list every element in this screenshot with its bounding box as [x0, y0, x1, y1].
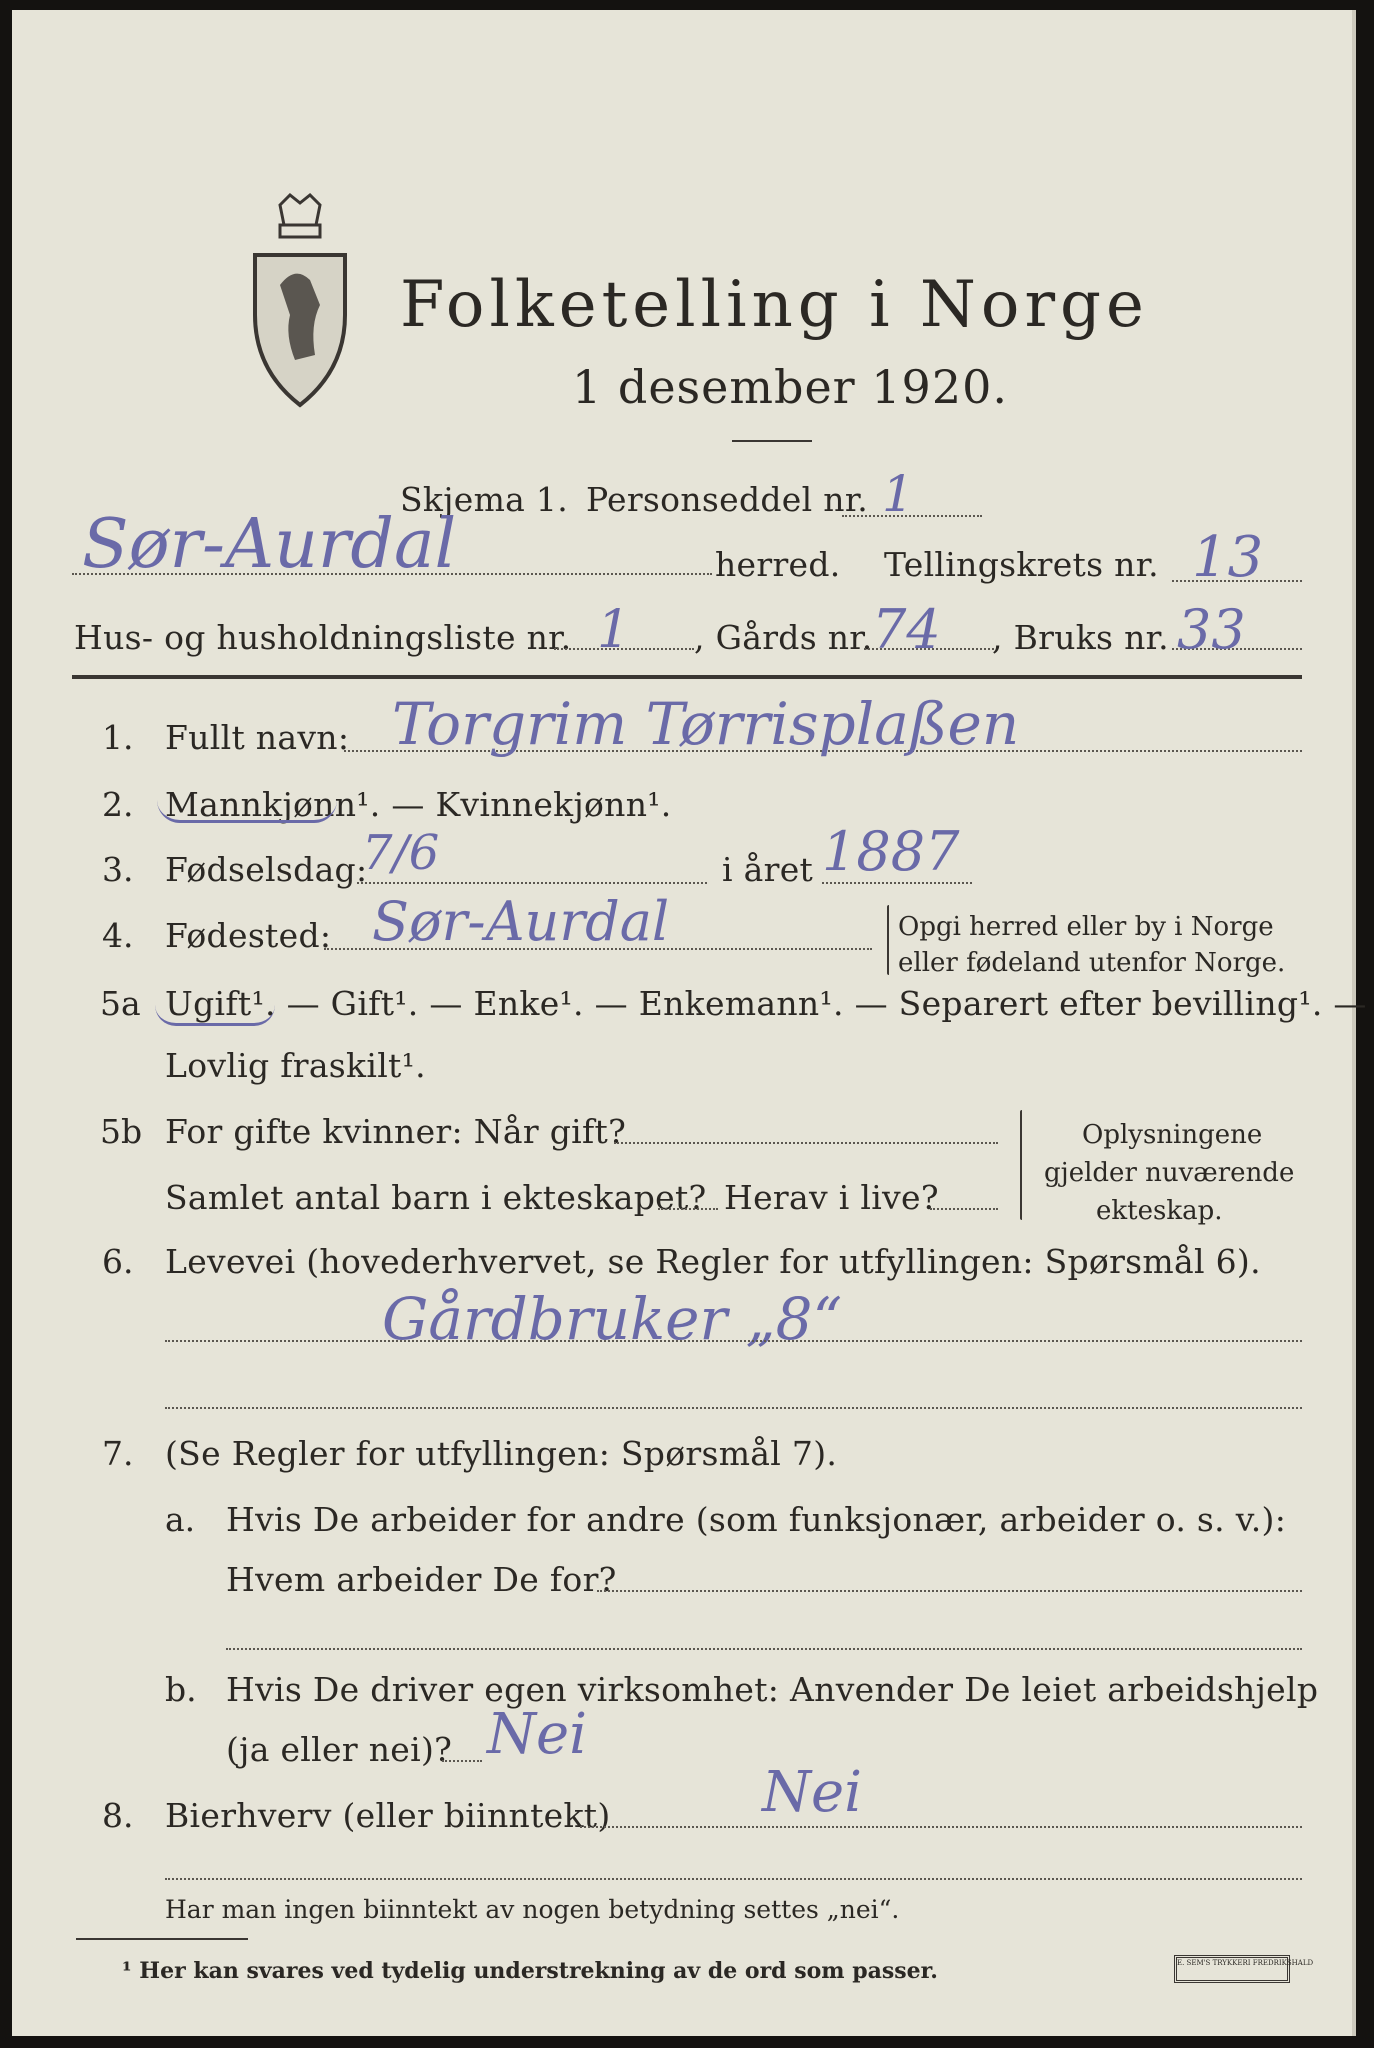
q8-number: 8.: [102, 1796, 134, 1835]
herred-line: [72, 573, 712, 575]
herred-label: herred.: [715, 545, 841, 584]
personseddel-value: 1: [882, 465, 914, 523]
q7a-line-1: Hvis De arbeider for andre (som funksjonær, arbeider o. s. v.):: [226, 1500, 1287, 1539]
coat-of-arms-icon: [240, 195, 360, 410]
q4-brace: [887, 905, 889, 975]
q3-year-value: 1887: [822, 820, 960, 883]
q5b-note-3: ekteskap.: [1096, 1196, 1223, 1226]
header-divider: [72, 675, 1302, 679]
title-divider: [732, 440, 812, 442]
bruks-label: , Bruks nr.: [992, 618, 1169, 657]
q5b-note-1: Oplysningene: [1082, 1120, 1263, 1150]
q2-underline-mark: [157, 800, 337, 823]
q5a-line-2: Lovlig fraskilt¹.: [165, 1046, 426, 1085]
q6-value: Gårdbruker „8“: [382, 1285, 843, 1353]
census-form-paper: [12, 10, 1367, 2036]
q3-day-line: [357, 882, 707, 884]
q5b-children-label: Samlet antal barn i ekteskapet?: [165, 1178, 707, 1217]
q7-label: (Se Regler for utfyllingen: Spørsmål 7).: [165, 1434, 838, 1473]
q5b-note-2: gjelder nuværende: [1044, 1158, 1295, 1188]
q2-number: 2.: [102, 785, 134, 824]
skjema-label: Skjema 1.: [400, 480, 569, 519]
printer-stamp: E. SEM'S TRYKKERI FREDRIKSHALD: [1174, 1955, 1290, 1983]
footnote-text: ¹ Her kan svares ved tydelig understrekning av de ord som passer.: [122, 1958, 938, 1984]
hus-label: Hus- og husholdningsliste nr.: [74, 618, 572, 657]
q2-label: Mannkjønn¹. — Kvinnekjønn¹.: [165, 785, 672, 824]
q7a-line-extra: [226, 1648, 1302, 1650]
form-title: Folketelling i Norge: [400, 268, 1149, 342]
q1-value: Torgrim Tørrisplaßen: [392, 690, 1020, 758]
q8-value: Nei: [762, 1760, 863, 1825]
q3-number: 3.: [102, 850, 134, 889]
q8-label: Bierhverv (eller biinntekt): [165, 1796, 611, 1835]
personseddel-label: Personseddel nr.: [586, 480, 869, 519]
q8-line-extra: [165, 1878, 1302, 1880]
q1-number: 1.: [102, 718, 134, 757]
q5b-line-1: For gifte kvinner: Når gift?: [165, 1112, 627, 1151]
q6-line-1: [165, 1340, 1302, 1342]
q3-year-label: i året: [722, 850, 814, 889]
q3-day-value: 7/6: [362, 825, 440, 881]
q4-label: Fødested:: [165, 916, 332, 955]
q5b-number: 5b: [100, 1112, 143, 1151]
q5a-number: 5a: [100, 984, 141, 1023]
q8-line: [580, 1826, 1302, 1828]
q3-label: Fødselsdag:: [165, 850, 368, 889]
q5b-brace: [1020, 1110, 1022, 1220]
q4-note-2: eller fødeland utenfor Norge.: [898, 948, 1286, 978]
tellingskrets-label: Tellingskrets nr.: [884, 545, 1159, 584]
herred-value: Sør-Aurdal: [82, 505, 457, 584]
q7b-letter: b.: [165, 1670, 197, 1709]
q7a-line: [597, 1590, 1302, 1592]
note-text: Har man ingen biinntekt av nogen betydning settes „nei“.: [165, 1895, 900, 1924]
q6-line-2: [165, 1407, 1302, 1409]
q7b-line-2: (ja eller nei)?: [226, 1730, 453, 1769]
q7b-line: [442, 1760, 482, 1762]
tellingskrets-value: 13: [1192, 525, 1264, 590]
q4-value: Sør-Aurdal: [372, 890, 670, 953]
q7a-letter: a.: [165, 1500, 196, 1539]
q6-number: 6.: [102, 1242, 134, 1281]
q5a-underline-mark: [155, 1005, 275, 1026]
q7-number: 7.: [102, 1434, 134, 1473]
gards-label: , Gårds nr.: [694, 618, 873, 657]
q5b-when-line: [614, 1142, 998, 1144]
q5b-alive-line: [930, 1208, 998, 1210]
census-date: 1 desember 1920.: [572, 360, 1008, 414]
gards-value: 74: [872, 598, 941, 661]
q7b-line-1: Hvis De driver egen virksomhet: Anvender De leiet arbeidshjelp: [226, 1670, 1319, 1709]
q4-note-1: Opgi herred eller by i Norge: [898, 912, 1274, 942]
q1-label: Fullt navn:: [165, 718, 350, 757]
footnote-divider: [76, 1938, 248, 1940]
q5b-children-line: [658, 1208, 718, 1210]
hus-value: 1: [597, 600, 631, 660]
q5b-alive-label: Herav i live?: [724, 1178, 939, 1217]
q7b-value: Nei: [487, 1702, 588, 1767]
bruks-value: 33: [1177, 598, 1246, 661]
q7a-line-2: Hvem arbeider De for?: [226, 1560, 617, 1599]
q5a-line-1: Ugift¹. — Gift¹. — Enke¹. — Enkemann¹. — Separert efter bevilling¹. —: [165, 984, 1367, 1023]
q4-number: 4.: [102, 916, 134, 955]
q6-label: Levevei (hovederhvervet, se Regler for utfyllingen: Spørsmål 6).: [165, 1242, 1261, 1281]
